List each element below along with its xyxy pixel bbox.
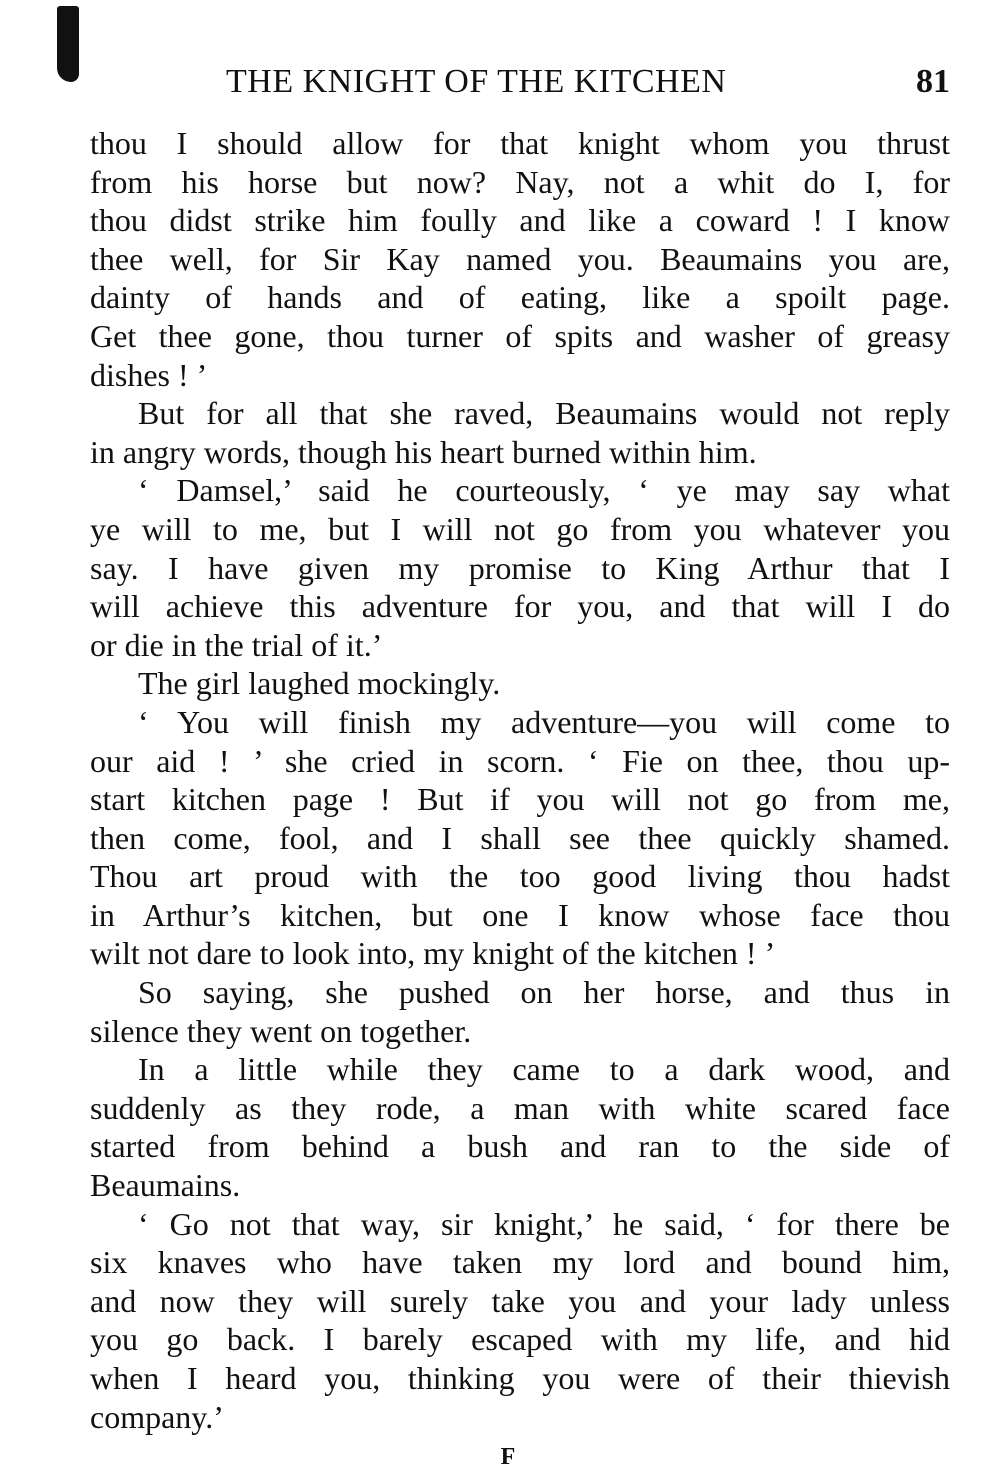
text-line: silence they went on together. bbox=[90, 1012, 472, 1049]
text-line: and now they will surely take you and your lady unless bbox=[90, 1282, 950, 1319]
text-line: ye will to me, but I will not go from you whatever you bbox=[90, 510, 950, 547]
text-line: suddenly as they rode, a man with white scared face bbox=[90, 1089, 950, 1126]
text-line: our aid ! ’ she cried in scorn. ‘ Fie on thee, thou up- bbox=[90, 742, 950, 779]
paragraph bbox=[90, 973, 950, 1050]
text-line: Beaumains. bbox=[90, 1167, 241, 1204]
text-line: start kitchen page ! But if you will not go from me, bbox=[90, 781, 950, 818]
text-line: The girl laughed mockingly. bbox=[138, 665, 501, 702]
text-line: will achieve this adventure for you, and that will I do bbox=[90, 588, 950, 625]
text-line: thou didst strike him foully and like a coward ! I know bbox=[90, 202, 950, 239]
text-line: company.’ bbox=[90, 1398, 224, 1435]
ink-smudge-mark bbox=[57, 6, 79, 82]
text-line: from his horse but now? Nay, not a whit do I, for bbox=[90, 163, 950, 200]
text-line: Get thee gone, thou turner of spits and washer of greasy bbox=[90, 317, 950, 354]
text-line: Thou art proud with the too good living thou hadst bbox=[90, 858, 950, 895]
text-line: six knaves who have taken my lord and bound him, bbox=[90, 1244, 950, 1281]
body-text bbox=[90, 124, 950, 1436]
text-line: ‘ Damsel,’ said he courteously, ‘ ye may say what bbox=[138, 472, 950, 509]
text-line: thee well, for Sir Kay named you. Beaumains you are, bbox=[90, 240, 950, 277]
text-line: ‘ You will finish my adventure—you will come to bbox=[138, 703, 950, 740]
paragraph bbox=[90, 124, 950, 394]
text-line: In a little while they came to a dark wood, and bbox=[138, 1051, 950, 1088]
text-line: ‘ Go not that way, sir knight,’ he said, ‘ for there be bbox=[138, 1205, 950, 1242]
running-title: THE KNIGHT OF THE KITCHEN bbox=[226, 63, 727, 100]
paragraph bbox=[90, 703, 950, 973]
paragraph bbox=[90, 1205, 950, 1437]
signature-mark: F bbox=[500, 1444, 516, 1470]
text-line: thou I should allow for that knight whom you thrust bbox=[90, 125, 950, 161]
page-number: 81 bbox=[916, 63, 950, 100]
footer bbox=[0, 1442, 1000, 1472]
text-line: dainty of hands and of eating, like a spoilt page. bbox=[90, 279, 950, 316]
text-line: when I heard you, thinking you were of their thievish bbox=[90, 1360, 950, 1396]
text-line: say. I have given my promise to King Arthur that I bbox=[90, 549, 950, 586]
page-header bbox=[88, 60, 950, 104]
text-line: in Arthur’s kitchen, but one I know whose face thou bbox=[90, 896, 950, 933]
text-line: So saying, she pushed on her horse, and thus in bbox=[138, 974, 950, 1011]
text-line: But for all that she raved, Beaumains would not reply bbox=[138, 395, 950, 432]
text-line: in angry words, though his heart burned within him. bbox=[90, 433, 757, 470]
text-line: you go back. I barely escaped with my life, and hid bbox=[90, 1321, 950, 1358]
text-line: wilt not dare to look into, my knight of the kitchen ! ’ bbox=[90, 935, 776, 972]
text-line: then come, fool, and I shall see thee quickly shamed. bbox=[90, 819, 950, 856]
paragraph bbox=[90, 664, 950, 703]
paragraph bbox=[90, 471, 950, 664]
text-line: started from behind a bush and ran to the side of bbox=[90, 1128, 950, 1165]
text-line: dishes ! ’ bbox=[90, 356, 208, 393]
text-line: or die in the trial of it.’ bbox=[90, 626, 383, 663]
paragraph bbox=[90, 1050, 950, 1204]
paragraph bbox=[90, 394, 950, 471]
